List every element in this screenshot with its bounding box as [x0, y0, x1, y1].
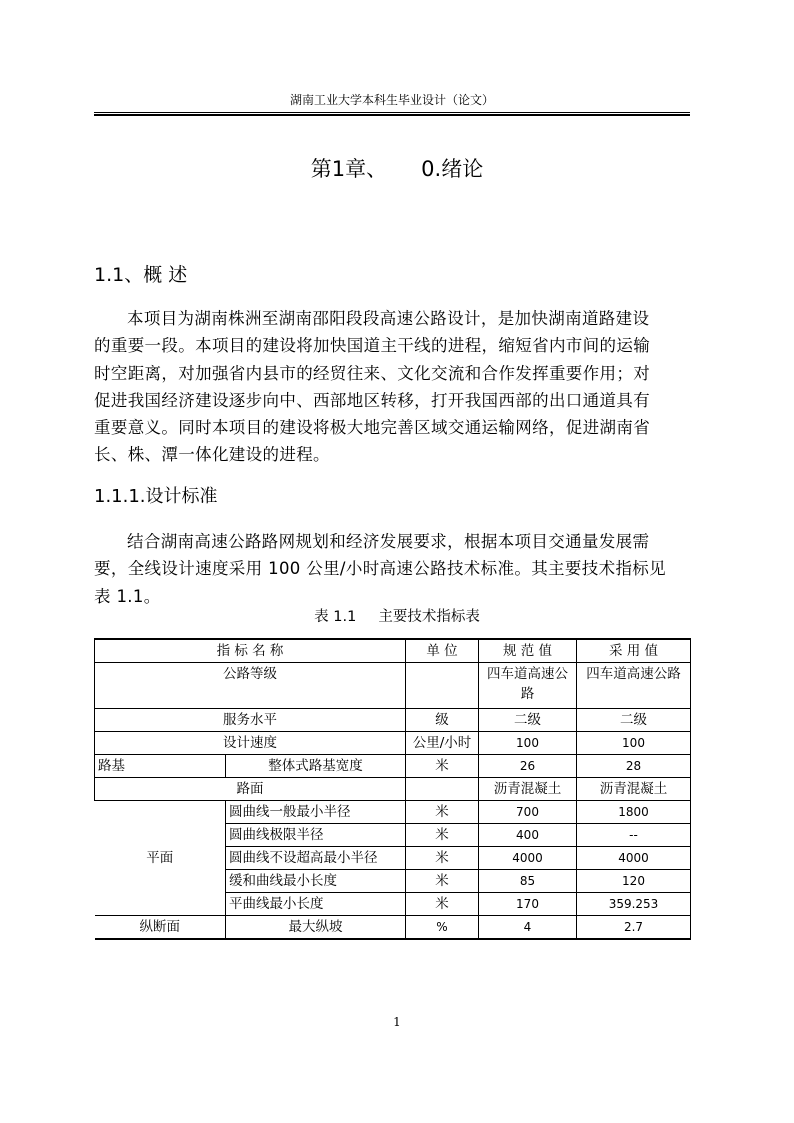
section-heading-overview: 1.1、概 述 [94, 264, 188, 286]
row-name: 路面 [95, 778, 406, 801]
table-caption-title: 主要技术指标表 [378, 609, 480, 625]
paragraph-design-standard [94, 528, 694, 610]
row-spec: 400 [479, 824, 577, 847]
paragraph-line: 表 1.1。 [94, 586, 161, 606]
row-name: 圆曲线极限半径 [226, 824, 406, 847]
row-name: 设计速度 [95, 732, 406, 755]
row-spec: 100 [479, 732, 577, 755]
table-row [95, 663, 691, 709]
header-cell-spec: 规 范 值 [479, 639, 577, 663]
row-name: 最大纵坡 [226, 916, 406, 940]
row-unit: 米 [406, 801, 479, 824]
row-spec: 26 [479, 755, 577, 778]
header-rule-thin [94, 112, 690, 113]
row-spec: 四车道高速公路 [479, 663, 577, 709]
paragraph-line: 促进我国经济建设逐步向中、西部地区转移，打开我国西部的出口通道具有 [94, 390, 651, 410]
table-row [95, 916, 691, 940]
table-row [95, 778, 691, 801]
row-spec: 4000 [479, 847, 577, 870]
row-adopted: 4000 [577, 847, 691, 870]
row-unit: 米 [406, 893, 479, 916]
row-name: 平曲线最小长度 [226, 893, 406, 916]
chapter-title: 0.绪论 [421, 157, 484, 181]
row-name: 服务水平 [95, 709, 406, 732]
row-spec: 85 [479, 870, 577, 893]
row-group: 纵断面 [95, 916, 226, 940]
row-spec: 4 [479, 916, 577, 940]
chapter-heading [0, 154, 794, 184]
technical-indicators-table [94, 638, 691, 940]
table-caption-number: 表 1.1 [314, 609, 357, 625]
row-unit: % [406, 916, 479, 940]
row-unit: 级 [406, 709, 479, 732]
page-number: 1 [393, 1015, 401, 1029]
table-row [95, 732, 691, 755]
row-unit: 米 [406, 847, 479, 870]
table-row [95, 801, 691, 824]
row-unit: 米 [406, 824, 479, 847]
paragraph-line: 重要意义。同时本项目的建设将极大地完善区域交通运输网络，促进湖南省 [94, 418, 651, 438]
row-adopted: 28 [577, 755, 691, 778]
row-name: 圆曲线不设超高最小半径 [226, 847, 406, 870]
row-adopted: 100 [577, 732, 691, 755]
row-adopted: 359.253 [577, 893, 691, 916]
row-adopted: 四车道高速公路 [577, 663, 691, 709]
row-name: 整体式路基宽度 [226, 755, 406, 778]
row-adopted: 二级 [577, 709, 691, 732]
running-header: 湖南工业大学本科生毕业设计（论文） [289, 93, 494, 107]
row-adopted: 2.7 [577, 916, 691, 940]
row-spec: 700 [479, 801, 577, 824]
paragraph-overview [94, 305, 694, 469]
header-cell-indicator: 指 标 名 称 [95, 639, 406, 663]
row-unit [406, 663, 479, 709]
row-spec: 二级 [479, 709, 577, 732]
row-name: 公路等级 [95, 663, 406, 709]
row-unit: 米 [406, 870, 479, 893]
paragraph-line: 结合湖南高速公路路网规划和经济发展要求，根据本项目交通量发展需 [127, 532, 650, 551]
row-adopted: 沥青混凝土 [577, 778, 691, 801]
header-rule-thick [94, 114, 690, 116]
row-adopted: 1800 [577, 801, 691, 824]
paragraph-line: 本项目为湖南株洲至湖南邵阳段段高速公路设计，是加快湖南道路建设 [127, 309, 650, 328]
row-unit: 公里/小时 [406, 732, 479, 755]
paragraph-line: 长、株、潭一体化建设的进程。 [94, 445, 330, 465]
row-adopted: 120 [577, 870, 691, 893]
row-name: 缓和曲线最小长度 [226, 870, 406, 893]
section-heading-design-standard: 1.1.1.设计标准 [94, 486, 218, 507]
row-group: 路基 [95, 755, 226, 778]
row-spec: 170 [479, 893, 577, 916]
paragraph-line: 时空距离，对加强省内县市的经贸往来、文化交流和合作发挥重要作用；对 [94, 363, 651, 383]
table-row [95, 755, 691, 778]
table-row [95, 709, 691, 732]
paragraph-line: 的重要一段。本项目的建设将加快国道主干线的进程，缩短省内市间的运输 [94, 336, 651, 356]
row-unit [406, 778, 479, 801]
header-cell-unit: 单 位 [406, 639, 479, 663]
chapter-label: 第1章、 [310, 157, 388, 181]
table-header-row [95, 639, 691, 663]
row-adopted: -- [577, 824, 691, 847]
paragraph-line: 要，全线设计速度采用 100 公里/小时高速公路技术标准。其主要技术指标见 [94, 559, 666, 579]
table-caption [0, 607, 794, 627]
header-cell-adopted: 采 用 值 [577, 639, 691, 663]
row-group-plane: 平面 [95, 801, 226, 916]
row-spec: 沥青混凝土 [479, 778, 577, 801]
row-name: 圆曲线一般最小半径 [226, 801, 406, 824]
row-unit: 米 [406, 755, 479, 778]
